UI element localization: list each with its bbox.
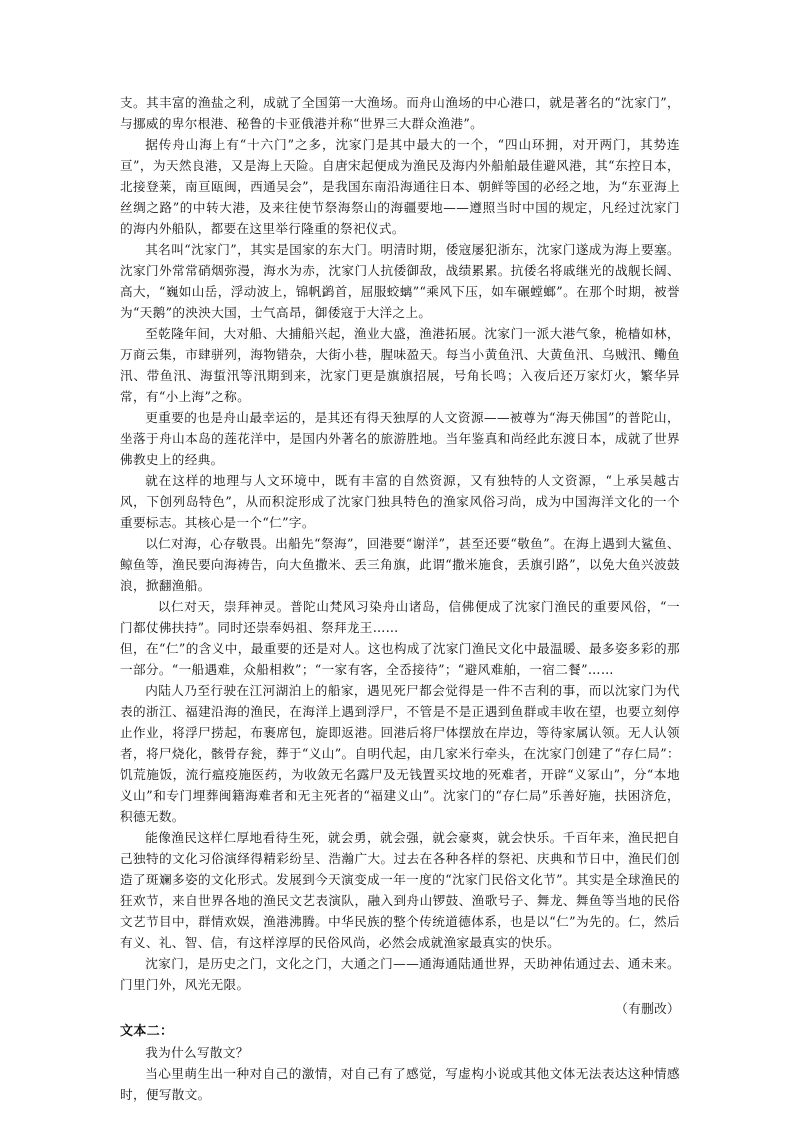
paragraph: 能像渔民这样仁厚地看待生死，就会勇，就会强，就会豪爽，就会快乐。千百年来，渔民把自己独特的文化习俗演绎得精彩纷呈、浩瀚广大。过去在各种各样的祭祀、庆典和节日中，渔民们创造了斑斓多姿的文化形式。发展到今天演变成一年一度的“沈家门民俗文化节”。其实是全球渔民的狂欢节，来自世界各地的渔民文艺表演队，融入到舟山锣鼓、渔歌号子、舞龙、舞鱼等当地的民俗文艺节目中，群情欢娱，渔港沸腾。中华民族的整个传统道德体系，也是以“仁”为先的。仁，然后有义、礼、智、信，有这样淳厚的民俗风尚，必然会成就渔家最真实的快乐。 bbox=[120, 830, 680, 950]
paragraph: 以仁对海，心存敬畏。出船先“祭海”，回港要“谢洋”，甚至还要“敬鱼”。在海上遇到大鲨鱼、鲸鱼等，渔民要向海祷告，向大鱼撒米、丢三角旗，此谓“撒米施食，丢旗引路”，以免大鱼兴波鼓浪，掀翻渔船。 bbox=[120, 536, 680, 593]
section-heading-text2: 文本二： bbox=[120, 1024, 174, 1039]
paragraph: 当心里萌生出一种对自己的激情，对自己有了感觉，写虚构小说或其他文体无法表达这种情感时，便写散文。 bbox=[120, 1066, 680, 1102]
paragraph: 更重要的也是舟山最幸运的，是其还有得天独厚的人文资源——被尊为“海天佛国”的普陀山，坐落于舟山本岛的莲花洋中，是国内外著名的旅游胜地。当年鉴真和尚经此东渡日本，成就了世界佛教史上的经典。 bbox=[120, 410, 680, 467]
paragraph: 其名叫“沈家门”，其实是国家的东大门。明清时期，倭寇屡犯浙东，沈家门遂成为海上要塞。沈家门外常常硝烟弥漫，海水为赤，沈家门人抗倭御敌，战绩累累。抗倭名将戚继光的战舰长阔、高大，“巍如山岳，浮动波上，锦帆鹢首，屈服蛟螭”“乘风下压，如车碾螳螂”。在那个时期，被誉为“天鹅”的泱泱大国，士气高昂，御倭寇于大洋之上。 bbox=[120, 242, 680, 320]
paragraph: 至乾隆年间，大对船、大捕船兴起，渔业大盛，渔港拓展。沈家门一派大港气象，桅樯如林，万商云集，市肆骈列，海物错杂，大街小巷，腥味盈天。每当小黄鱼汛、大黄鱼汛、乌贼汛、鳓鱼汛、带鱼汛、海蜇汛等汛期到来，沈家门更是旗旗招展，号角长鸣；入夜后还万家灯火，繁华异常，有“小上海”之称。 bbox=[120, 326, 680, 404]
paragraph: 据传舟山海上有“十六门”之多，沈家门是其中最大的一个，“四山环拥，对开两门，其势连亘”，为天然良港，又是海上天险。自唐宋起便成为渔民及海内外船舶最佳避风港，其“东控日本，北接登莱，南亘瓯闽，西通吴会”，是我国东南沿海通往日本、朝鲜等国的必经之地，为“东亚海上丝绸之路”的中转大港，及来往使节祭海祭山的海疆要地——遵照当时中国的规定，凡经过沈家门的海内外船队，都要在这里举行隆重的祭祀仪式。 bbox=[120, 137, 680, 236]
paragraph: 沈家门，是历史之门，文化之门，大通之门——通海通陆通世界，天助神佑通过去、通未来。门里门外，风光无限。 bbox=[120, 956, 680, 992]
paragraph: 支。其丰富的渔盐之利，成就了全国第一大渔场。而舟山渔场的中心港口，就是著名的“沈家门”，与挪威的卑尔根港、秘鲁的卡亚俄港并称“世界三大群众渔港”。 bbox=[120, 95, 680, 131]
paragraph: 内陆人乃至行驶在江河湖泊上的船家，遇见死尸都会觉得是一件不吉利的事，而以沈家门为代表的浙江、福建沿海的渔民，在海洋上遇到浮尸，不管是不是正遇到鱼群或丰收在望，也要立刻停止作业，将浮尸捞起，布裹席包，旋即返港。回港后将尸体摆放在岸边，等待家属认领。无人认领者，将尸烧化，骸骨存瓮，葬于“义山”。自明代起，由几家米行牵头，在沈家门创建了“存仁局”：饥荒施饭，流行瘟疫施医药，为收敛无名露尸及无钱置买坟地的死难者，开辟“义冢山”，分“本地义山”和专门埋葬闽籍海难者和无主死者的“福建义山”。沈家门的“存仁局”乐善好施，扶困济危，积德无数。 bbox=[120, 683, 680, 824]
edit-note: （有删改） bbox=[615, 1001, 680, 1016]
paragraph: 但，在“仁”的含义中，最重要的还是对人。这也构成了沈家门渔民文化中最温暖、最多姿多彩的那一部分。“一船遇难，众船相救”；“一家有客，全岙接待”；“避风难舶，一宿二餐”…… bbox=[120, 641, 680, 677]
paragraph: 我为什么写散文？ bbox=[145, 1045, 249, 1060]
paragraph: 就在这样的地理与人文环境中，既有丰富的自然资源，又有独特的人文资源，“上承吴越古风，下创列岛特色”，从而积淀形成了沈家门独具特色的渔家风俗习尚，成为中国海洋文化的一个重要标志。其核心是一个“仁”字。 bbox=[120, 473, 680, 530]
document-page bbox=[120, 92, 680, 1105]
paragraph: 以仁对天，崇拜神灵。普陀山梵风习染舟山诸岛，信佛便成了沈家门渔民的重要风俗，“一门都仗佛扶持”。同时还崇奉妈祖、祭拜龙王…… bbox=[120, 599, 680, 635]
